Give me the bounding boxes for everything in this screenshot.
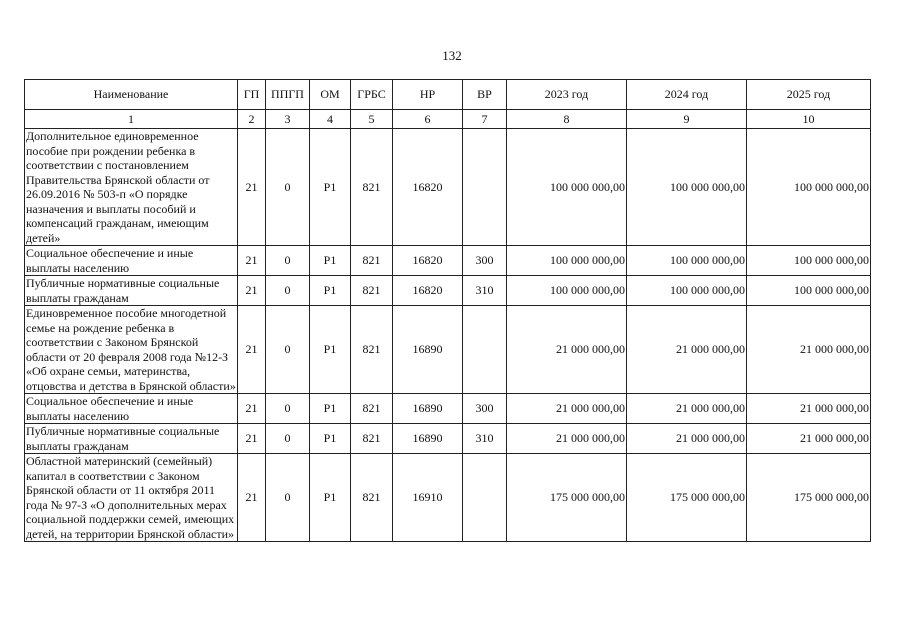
header-gp: ГП	[238, 80, 266, 110]
row-2024: 21 000 000,00	[627, 306, 747, 394]
row-nr: 16890	[393, 306, 463, 394]
row-vr	[463, 454, 507, 542]
row-ppgp: 0	[266, 129, 310, 246]
header-2023: 2023 год	[507, 80, 627, 110]
row-om: Р1	[310, 394, 351, 424]
row-2024: 21 000 000,00	[627, 394, 747, 424]
header-vr: ВР	[463, 80, 507, 110]
column-number: 5	[351, 110, 393, 129]
table-row	[25, 306, 871, 394]
row-2024: 100 000 000,00	[627, 246, 747, 276]
header-2025: 2025 год	[747, 80, 871, 110]
row-gp: 21	[238, 276, 266, 306]
row-2025: 100 000 000,00	[747, 246, 871, 276]
row-2024: 100 000 000,00	[627, 129, 747, 246]
row-grbs: 821	[351, 454, 393, 542]
row-vr	[463, 306, 507, 394]
row-ppgp: 0	[266, 394, 310, 424]
row-grbs: 821	[351, 129, 393, 246]
column-number: 9	[627, 110, 747, 129]
row-2025: 21 000 000,00	[747, 306, 871, 394]
header-grbs: ГРБС	[351, 80, 393, 110]
header-name: Наименование	[25, 80, 238, 110]
row-nr: 16910	[393, 454, 463, 542]
row-2023: 21 000 000,00	[507, 424, 627, 454]
row-om: Р1	[310, 276, 351, 306]
row-gp: 21	[238, 454, 266, 542]
row-2025: 175 000 000,00	[747, 454, 871, 542]
column-number: 10	[747, 110, 871, 129]
header-row	[25, 80, 871, 110]
column-number: 6	[393, 110, 463, 129]
table-row	[25, 129, 871, 246]
row-grbs: 821	[351, 424, 393, 454]
row-ppgp: 0	[266, 276, 310, 306]
row-ppgp: 0	[266, 424, 310, 454]
header-2024: 2024 год	[627, 80, 747, 110]
table-row	[25, 424, 871, 454]
column-number: 2	[238, 110, 266, 129]
row-gp: 21	[238, 246, 266, 276]
row-2024: 175 000 000,00	[627, 454, 747, 542]
column-number: 7	[463, 110, 507, 129]
column-number: 8	[507, 110, 627, 129]
row-nr: 16890	[393, 394, 463, 424]
row-grbs: 821	[351, 394, 393, 424]
row-2023: 175 000 000,00	[507, 454, 627, 542]
table-row	[25, 394, 871, 424]
row-2025: 100 000 000,00	[747, 276, 871, 306]
header-ppgp: ППГП	[266, 80, 310, 110]
row-name: Публичные нормативные социальные выплаты гражданам	[25, 276, 238, 306]
header-om: ОМ	[310, 80, 351, 110]
row-2024: 100 000 000,00	[627, 276, 747, 306]
column-number: 1	[25, 110, 238, 129]
row-om: Р1	[310, 129, 351, 246]
column-number: 3	[266, 110, 310, 129]
row-name: Социальное обеспечение и иные выплаты населению	[25, 246, 238, 276]
row-om: Р1	[310, 424, 351, 454]
row-2023: 100 000 000,00	[507, 246, 627, 276]
row-om: Р1	[310, 246, 351, 276]
row-vr: 310	[463, 276, 507, 306]
row-gp: 21	[238, 394, 266, 424]
row-vr: 300	[463, 394, 507, 424]
table-row	[25, 276, 871, 306]
row-nr: 16890	[393, 424, 463, 454]
row-name: Дополнительное единовременное пособие при рождении ребенка в соответствии с постановлением Правительства Брянской области от 26.09.2016 № 503-п «О порядке назначения и выплаты пособий и компенсаций гражданам, имеющим детей»	[25, 129, 238, 246]
row-2023: 21 000 000,00	[507, 394, 627, 424]
row-om: Р1	[310, 306, 351, 394]
row-2023: 100 000 000,00	[507, 129, 627, 246]
row-gp: 21	[238, 306, 266, 394]
row-vr	[463, 129, 507, 246]
row-2025: 100 000 000,00	[747, 129, 871, 246]
row-2025: 21 000 000,00	[747, 424, 871, 454]
row-ppgp: 0	[266, 306, 310, 394]
row-2025: 21 000 000,00	[747, 394, 871, 424]
row-gp: 21	[238, 129, 266, 246]
row-nr: 16820	[393, 129, 463, 246]
row-nr: 16820	[393, 246, 463, 276]
row-nr: 16820	[393, 276, 463, 306]
row-vr: 300	[463, 246, 507, 276]
row-grbs: 821	[351, 276, 393, 306]
row-grbs: 821	[351, 246, 393, 276]
row-2024: 21 000 000,00	[627, 424, 747, 454]
row-2023: 21 000 000,00	[507, 306, 627, 394]
table-row	[25, 454, 871, 542]
table-row	[25, 246, 871, 276]
row-name: Социальное обеспечение и иные выплаты населению	[25, 394, 238, 424]
row-vr: 310	[463, 424, 507, 454]
header-nr: НР	[393, 80, 463, 110]
row-gp: 21	[238, 424, 266, 454]
row-name: Областной материнский (семейный) капитал в соответствии с Законом Брянской области от 11 октября 2011 года № 97-З «О дополнительных мерах социальной поддержки семей, имеющих детей, на территории Брянской области»	[25, 454, 238, 542]
row-ppgp: 0	[266, 246, 310, 276]
column-number: 4	[310, 110, 351, 129]
row-name: Единовременное пособие многодетной семье на рождение ребенка в соответствии с Законом Брянской области от 20 февраля 2008 года №12-З «Об охране семьи, материнства, отцовства и детства в Брянской области»	[26, 306, 236, 393]
budget-table	[24, 79, 871, 542]
row-grbs: 821	[351, 306, 393, 394]
row-2023: 100 000 000,00	[507, 276, 627, 306]
row-name: Публичные нормативные социальные выплаты гражданам	[25, 424, 238, 454]
column-number-row	[25, 110, 871, 129]
row-ppgp: 0	[266, 454, 310, 542]
row-om: Р1	[310, 454, 351, 542]
page-number: 132	[442, 48, 462, 63]
